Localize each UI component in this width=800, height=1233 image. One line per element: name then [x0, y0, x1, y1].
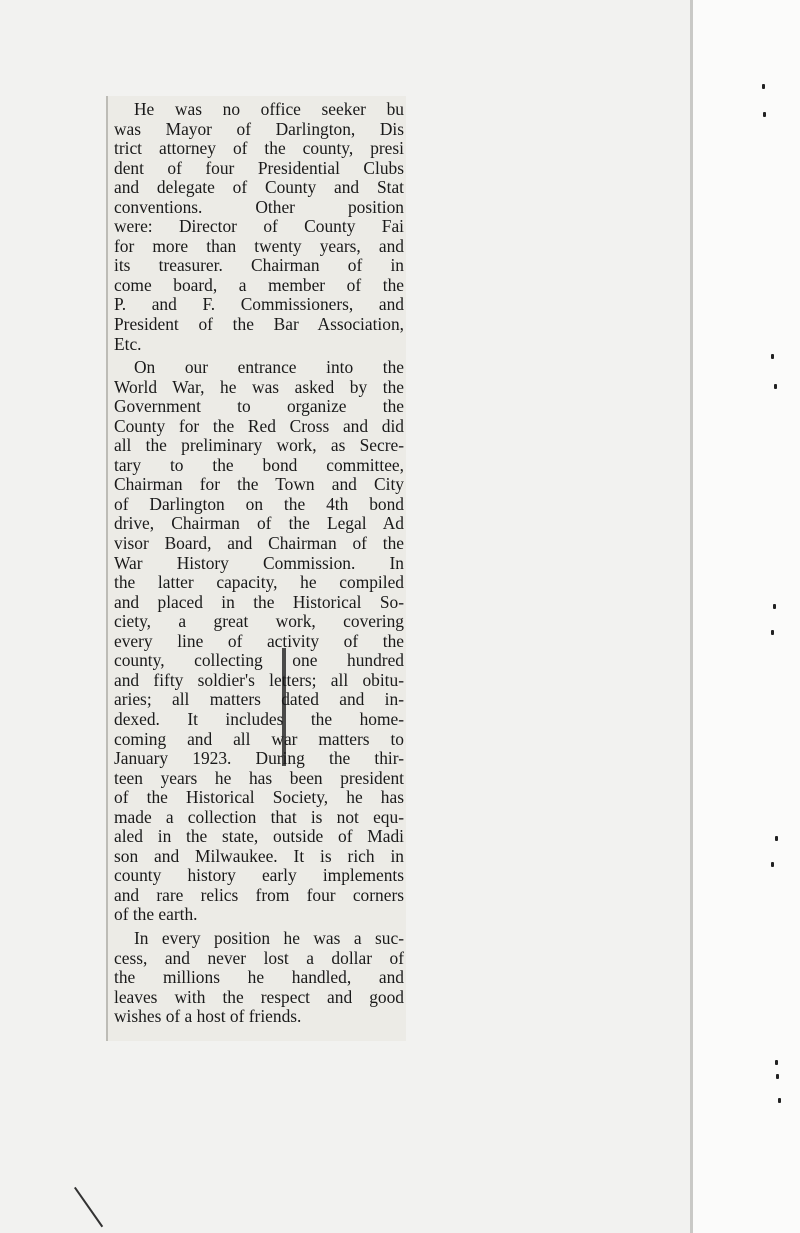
article-line: trict attorney of the county, presi — [114, 139, 404, 159]
scan-speck — [776, 1074, 779, 1079]
article-line: conventions. Other position — [114, 197, 404, 217]
article-line: was Mayor of Darlington, Dis — [114, 119, 404, 139]
article-line: teen years he has been president — [114, 768, 404, 788]
article-line: County for the Red Cross and did — [114, 416, 404, 436]
article-line: and rare relics from four corners — [114, 885, 404, 905]
article-line: aled in the state, outside of Madi — [114, 827, 404, 847]
article-line: were: Director of County Fai — [114, 217, 404, 237]
article-line: made a collection that is not equ- — [114, 807, 404, 827]
scan-speck — [778, 1098, 781, 1103]
article-line: son and Milwaukee. It is rich in — [114, 846, 404, 866]
article-line: President of the Bar Association, — [114, 315, 404, 335]
article-line: all the preliminary work, as Secre- — [114, 436, 404, 456]
article-line: dexed. It includes the home- — [114, 709, 404, 729]
article-line: and delegate of County and Stat — [114, 178, 404, 198]
article-line: leaves with the respect and good — [114, 987, 404, 1007]
scan-speck — [775, 1060, 778, 1065]
scan-speck — [774, 384, 777, 389]
article-paragraph — [114, 100, 404, 354]
article-line: War History Commission. In — [114, 553, 404, 573]
article-line: He was no office seeker bu — [134, 100, 404, 119]
article-line: Chairman for the Town and City — [114, 475, 404, 495]
article-line: of Darlington on the 4th bond — [114, 494, 404, 514]
article-line: dent of four Presidential Clubs — [114, 158, 404, 178]
scan-speck — [771, 862, 774, 867]
article-paragraph — [114, 929, 404, 1027]
scan-speck — [771, 354, 774, 359]
article-line: for more than twenty years, and — [114, 236, 404, 256]
scan-speck — [771, 630, 774, 635]
article-line: Etc. — [114, 334, 142, 354]
article-line: Government to organize the — [114, 397, 404, 417]
article-column — [114, 100, 404, 1031]
article-line: World War, he was asked by the — [114, 377, 404, 397]
article-paragraph — [114, 358, 404, 925]
article-line: tary to the bond committee, — [114, 455, 404, 475]
article-line: of the earth. — [114, 905, 198, 925]
article-line: visor Board, and Chairman of the — [114, 534, 404, 554]
article-line: the millions he handled, and — [114, 968, 404, 988]
page-edge — [690, 0, 693, 1233]
article-line: and placed in the Historical So- — [114, 592, 404, 612]
article-line: and fifty soldier's letters; all obitu- — [114, 670, 404, 690]
article-line: ciety, a great work, covering — [114, 612, 404, 632]
scan-speck — [762, 84, 765, 89]
article-line: On our entrance into the — [134, 358, 404, 378]
article-line: aries; all matters dated and in- — [114, 690, 404, 710]
article-line: coming and all war matters to — [114, 729, 404, 749]
scan-speck — [773, 604, 776, 609]
article-line: of the Historical Society, he has — [114, 788, 404, 808]
scan-speck — [775, 836, 778, 841]
article-line: January 1923. During the thir- — [114, 749, 404, 769]
article-line: county, collecting one hundred — [114, 651, 404, 671]
article-line: every line of activity of the — [114, 631, 404, 651]
article-line: In every position he was a suc- — [134, 928, 404, 948]
article-line: come board, a member of the — [114, 275, 404, 295]
article-line: wishes of a host of friends. — [114, 1007, 302, 1027]
article-line: county history early implements — [114, 866, 404, 886]
scan-speck — [763, 112, 766, 117]
article-line: drive, Chairman of the Legal Ad — [114, 514, 404, 534]
article-line: P. and F. Commissioners, and — [114, 295, 404, 315]
article-line: cess, and never lost a dollar of — [114, 948, 404, 968]
page-margin — [693, 0, 800, 1233]
article-line: the latter capacity, he compiled — [114, 573, 404, 593]
article-line: its treasurer. Chairman of in — [114, 256, 404, 276]
